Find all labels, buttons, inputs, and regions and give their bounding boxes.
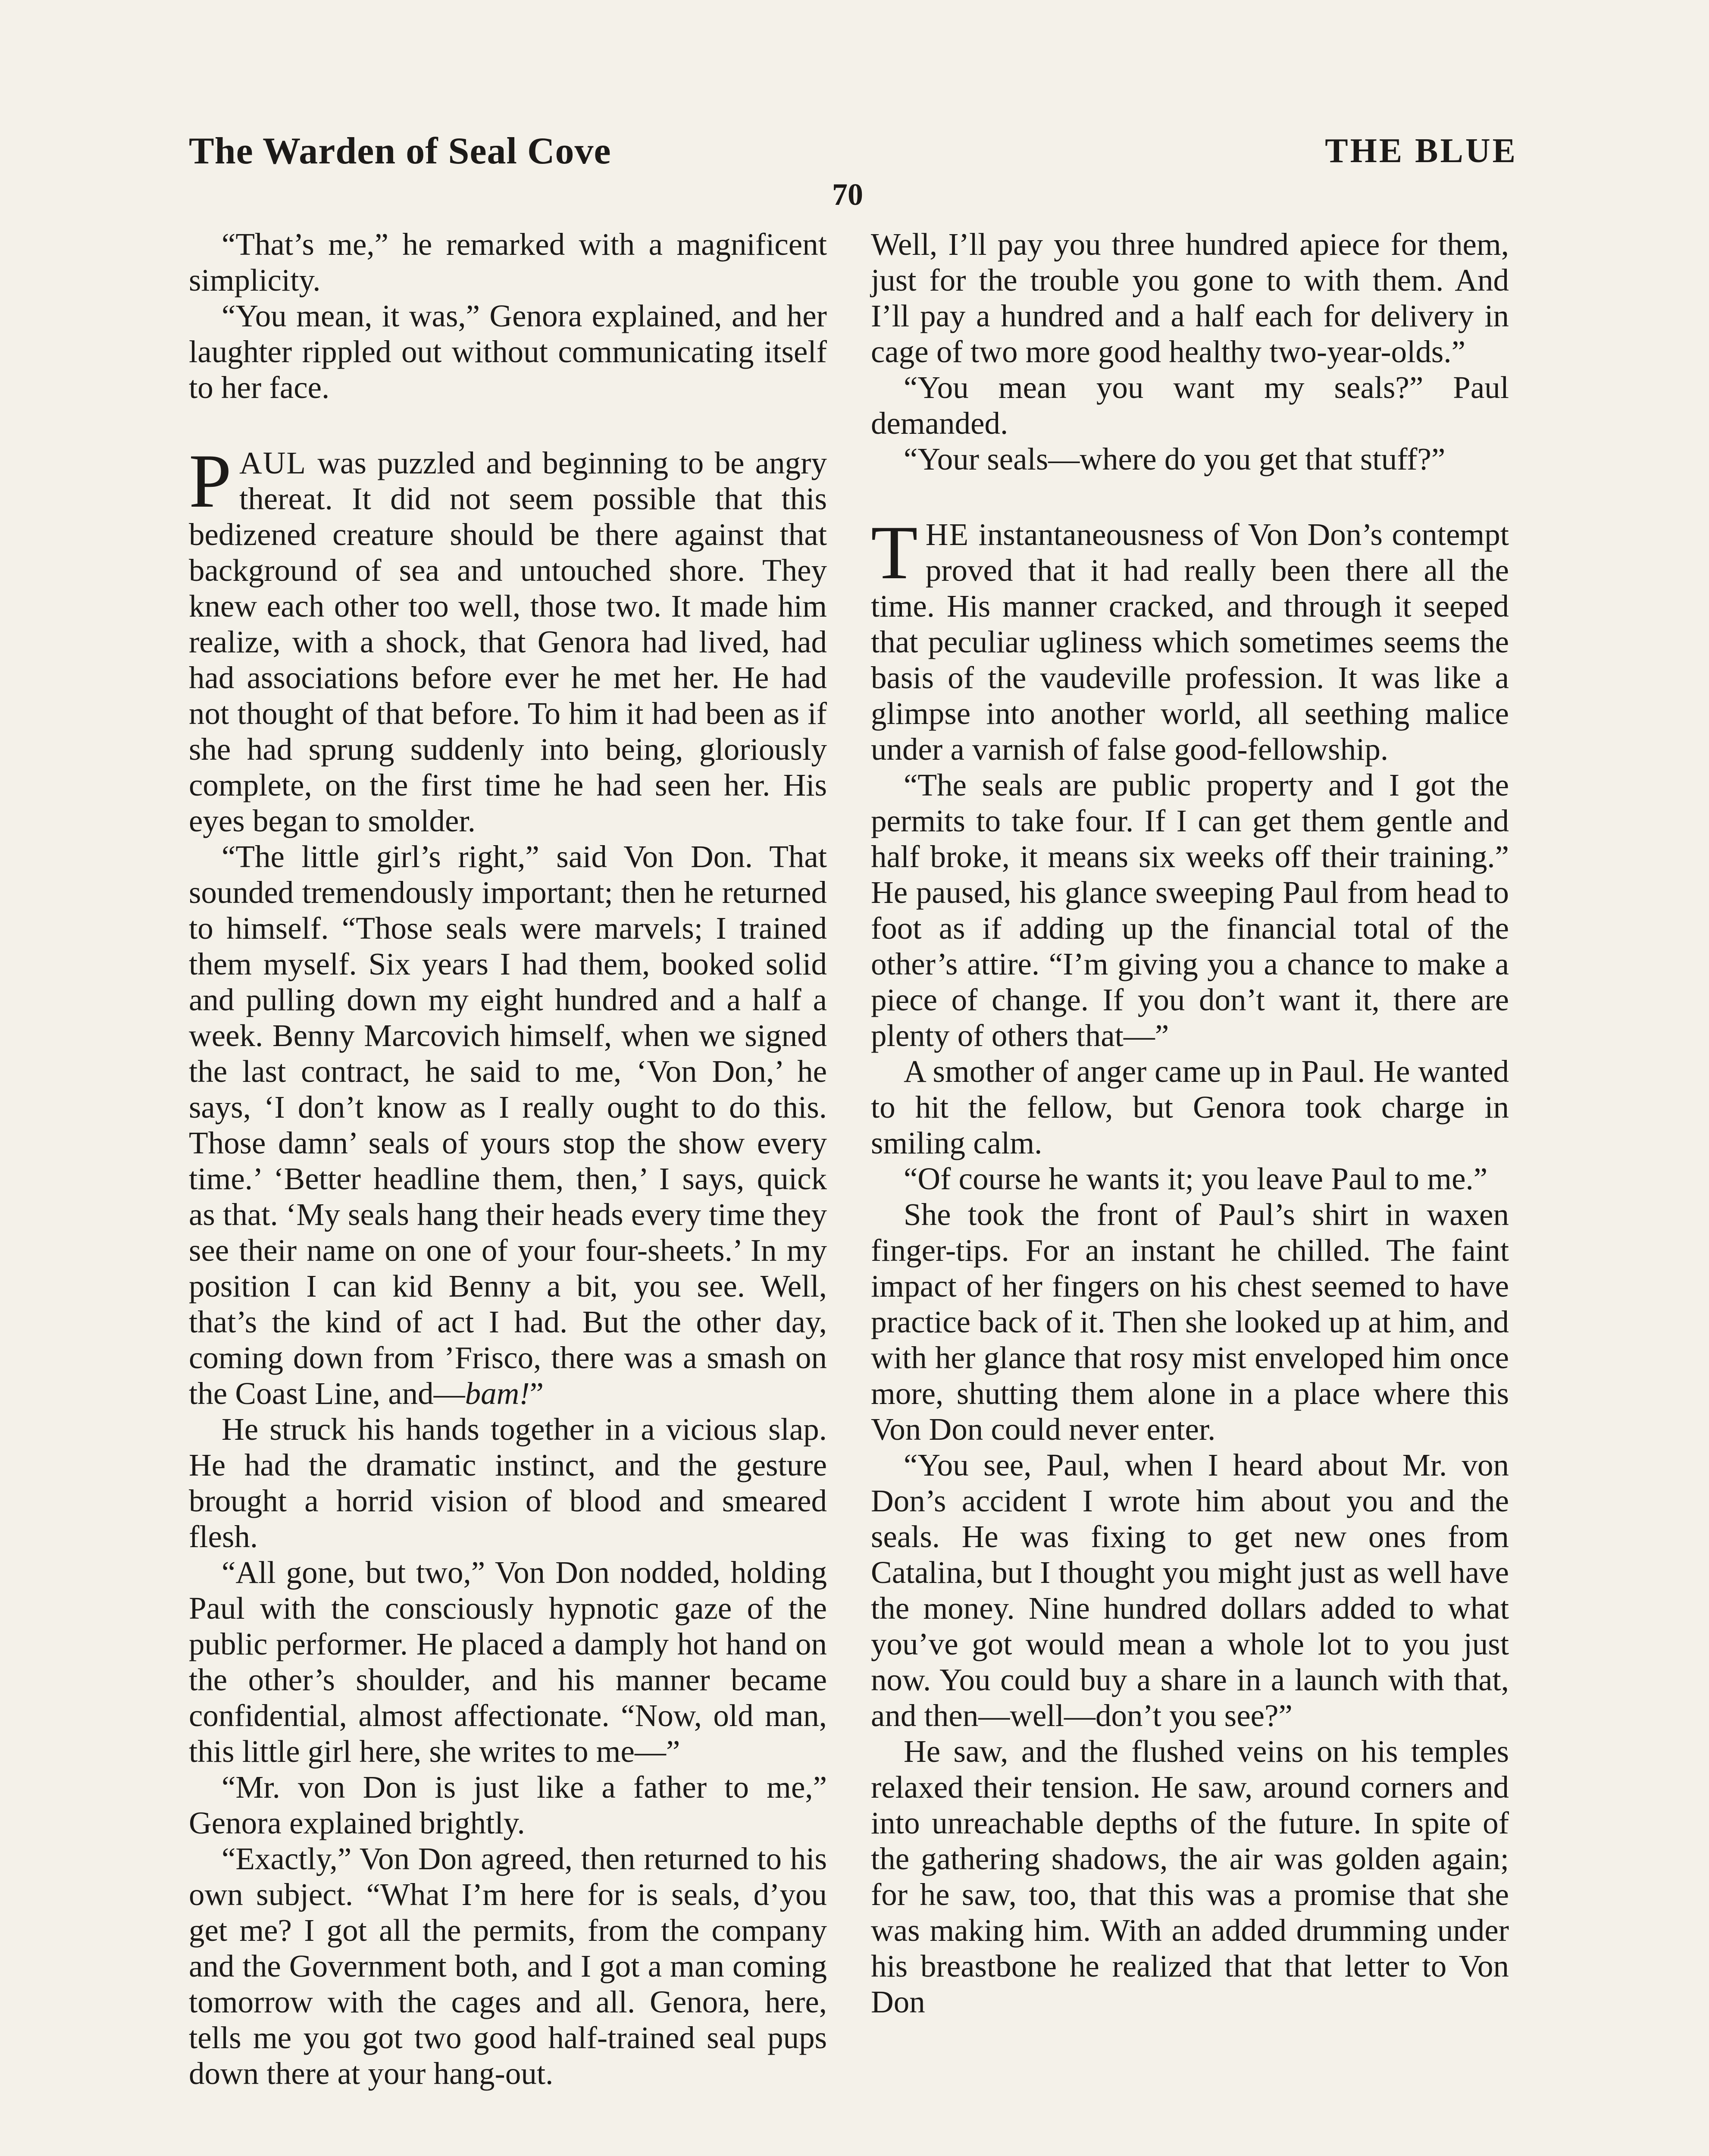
paragraph-text: was puzzled and beginning to be angry thereat. It did not seem possible that this bedizened creature should be there against that background of sea and untouched shore. They knew each other too well, those two. It made him realize, with a shock, that Genora had lived, had had associations before ever he met her. He had not thought of that before. To him it had been as if she had sprung suddenly into being, gloriously complete, on the first time he had seen her. His eyes began to smolder. <box>189 445 827 838</box>
right-column <box>871 226 1509 2020</box>
paragraph: He struck his hands together in a vicious slap. He had the dramatic instinct, and the gesture brought a horrid vision of blood and smeared flesh. <box>189 1412 827 1554</box>
paragraph: “All gone, but two,” Von Don nodded, holding Paul with the consciously hypnotic gaze of the public performer. He placed a damply hot hand on the other’s shoulder, and his manner became confidential, almost affectionate. “Now, old man, this little girl here, she writes to me—” <box>189 1555 827 1769</box>
paragraph: “Exactly,” Von Don agreed, then returned to his own subject. “What I’m here for is seals, d’you get me? I got all the permits, from the company and the Government both, and I got a man coming tomorrow with the cages and all. Genora, here, tells me you got two good half-trained seal pups down there at your hang-out. <box>189 1841 827 2091</box>
small-caps-lead: HE <box>925 517 970 552</box>
section-paragraph <box>871 510 1509 767</box>
paragraph: “That’s me,” he remarked with a magnificent simplicity. <box>189 227 827 298</box>
page-number: 70 <box>832 177 863 212</box>
paragraph: “Mr. von Don is just like a father to me,” Genora explained brightly. <box>189 1770 827 1840</box>
paragraph: Well, I’ll pay you three hundred apiece for them, just for the trouble you gone to with them. And I’ll pay a hundred and a half each for delivery in cage of two more good healthy two-year-olds.” <box>871 227 1509 369</box>
paragraph: He saw, and the flushed veins on his temples relaxed their tension. He saw, around corners and into unreachable depths of the future. In spite of the gathering shadows, the air was golden again; for he saw, too, that this was a promise that she was making him. With an added drumming under his breastbone he realized that that letter to Von Don <box>871 1734 1509 2019</box>
drop-cap: T <box>871 510 918 595</box>
paragraph: A smother of anger came up in Paul. He wanted to hit the fellow, but Genora took charge in smiling calm. <box>871 1054 1509 1160</box>
paragraph: “You mean, it was,” Genora explained, and her laughter rippled out without communicating itself to her face. <box>189 298 827 405</box>
paragraph-text: “The little girl’s right,” said Von Don. That sounded tremendously important; then he returned to himself. “Those seals were marvels; I trained them myself. Six years I had them, booked solid and pulling down my eight hundred and a half a week. Benny Marcovich himself, when we signed the last contract, he said to me, ‘Von Don,’ he says, ‘I don’t know as I really ought to do this. Those damn’ seals of yours stop the show every time.’ ‘Better headline them, then,’ I says, quick as that. ‘My seals hang their heads every time they see their name on one of your four-sheets.’ In my position I can kid Benny a bit, you see. Well, that’s the kind of act I had. But the other day, coming down from ’Frisco, there was a smash on the Coast Line, and— <box>189 839 827 1411</box>
section-paragraph <box>189 438 827 839</box>
closing-quote: ” <box>529 1376 544 1411</box>
italic-text: bam! <box>465 1376 530 1411</box>
small-caps-lead: AUL <box>239 445 307 480</box>
paragraph: She took the front of Paul’s shirt in waxen finger-tips. For an instant he chilled. The faint impact of her fingers on his chest seemed to have practice back of it. Then she looked up at him, and with her glance that rosy mist enveloped him once more, shutting them alone in a place where this Von Don could never enter. <box>871 1197 1509 1447</box>
magazine-title: THE BLUE <box>1325 132 1518 170</box>
paragraph: “The seals are public property and I got the permits to take four. If I can get them gentle and half broke, it means six weeks off their training.” He paused, his glance sweeping Paul from head to foot as if adding up the financial total of the other’s attire. “I’m giving you a chance to make a piece of change. If you don’t want it, there are plenty of others that—” <box>871 768 1509 1053</box>
paragraph: “You mean you want my seals?” Paul demanded. <box>871 370 1509 441</box>
drop-cap: P <box>189 438 232 523</box>
paragraph: “You see, Paul, when I heard about Mr. von Don’s accident I wrote him about you and the seals. He was fixing to get new ones from Catalina, but I thought you might just as well have the money. Nine hundred dollars added to what you’ve got would mean a whole lot to you just now. You could buy a share in a launch with that, and then—well—don’t you see?” <box>871 1448 1509 1733</box>
left-column <box>189 226 827 2091</box>
paragraph <box>189 839 827 1411</box>
paragraph-text: instantaneousness of Von Don’s contempt proved that it had really been there all the time. His manner cracked, and through it seeped that peculiar ugliness which sometimes seems the basis of the vaudeville profession. It was like a glimpse into another world, all seething malice under a varnish of false good-fellowship. <box>871 517 1509 767</box>
paragraph: “Of course he wants it; you leave Paul to me.” <box>904 1161 1488 1196</box>
paragraph: “Your seals—where do you get that stuff?” <box>904 442 1446 476</box>
story-title: The Warden of Seal Cove <box>189 130 611 172</box>
